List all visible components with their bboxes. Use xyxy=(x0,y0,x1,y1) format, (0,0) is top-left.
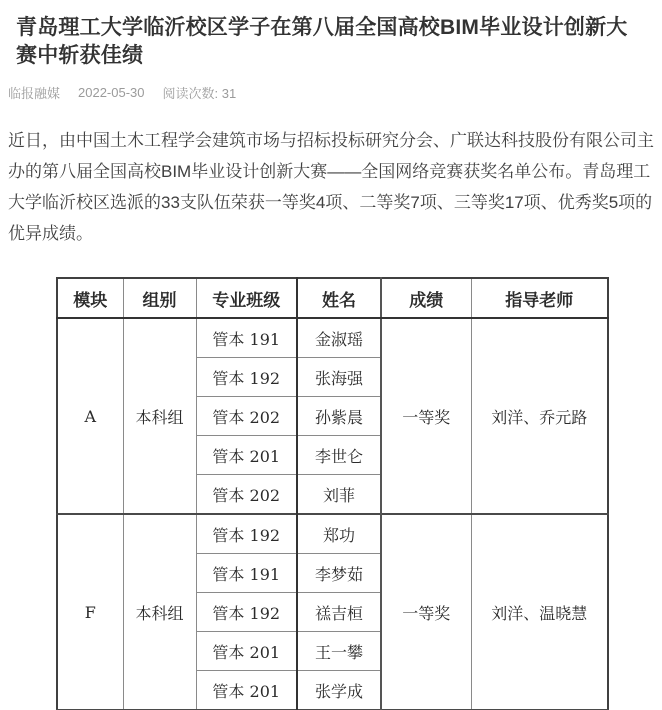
article-title: 青岛理工大学临沂校区学子在第八届全国高校BIM毕业设计创新大赛中斩获佳绩 xyxy=(16,16,628,67)
table-row xyxy=(57,318,608,358)
meta-views: 阅读次数: 31 xyxy=(162,86,237,101)
student-name-cell: 张学成 xyxy=(297,671,381,710)
class-cell: 管本 192 xyxy=(196,593,297,632)
table-header-row xyxy=(57,278,608,318)
student-name-cell: 李世仑 xyxy=(297,436,381,475)
class-cell: 管本 201 xyxy=(196,436,297,475)
advisors-cell: 刘洋、乔元路 xyxy=(471,318,608,514)
award-cell: 一等奖 xyxy=(381,318,471,514)
student-name-cell: 孙紫晨 xyxy=(297,397,381,436)
awards-table-body xyxy=(57,318,608,710)
column-header-1: 模块 xyxy=(57,278,123,318)
advisors-cell: 刘洋、温晓慧 xyxy=(471,514,608,710)
class-cell: 管本 201 xyxy=(196,632,297,671)
student-name-cell: 郑功 xyxy=(297,514,381,554)
student-name-cell: 王一攀 xyxy=(297,632,381,671)
article-paragraph: 近日，由中国土木工程学会建筑市场与招标投标研究分会、广联达科技股份有限公司主办的第八届全国高校BIM毕业设计创新大赛——全国网络竞赛获奖名单公布。青岛理工大学临沂校区选派的33支队伍荣获一等奖4项、二等奖7项、三等奖17项、优秀奖5项的优异成绩。 xyxy=(8,131,654,243)
class-cell: 管本 202 xyxy=(196,397,297,436)
table-row xyxy=(57,514,608,554)
meta-source: 临报融媒 xyxy=(8,86,61,101)
student-name-cell: 刘菲 xyxy=(297,475,381,515)
column-header-5: 成绩 xyxy=(381,278,471,318)
column-header-3: 专业班级 xyxy=(196,278,297,318)
column-header-4: 姓名 xyxy=(297,278,381,318)
student-name-cell: 禚吉桓 xyxy=(297,593,381,632)
class-cell: 管本 191 xyxy=(196,554,297,593)
article-meta xyxy=(8,83,654,102)
column-header-2: 组别 xyxy=(123,278,196,318)
class-cell: 管本 201 xyxy=(196,671,297,710)
meta-date: 2022-05-30 xyxy=(78,85,145,100)
column-header-6: 指导老师 xyxy=(471,278,608,318)
class-cell: 管本 192 xyxy=(196,358,297,397)
award-cell: 一等奖 xyxy=(381,514,471,710)
awards-table xyxy=(56,277,609,710)
class-cell: 管本 202 xyxy=(196,475,297,515)
student-name-cell: 张海强 xyxy=(297,358,381,397)
class-cell: 管本 192 xyxy=(196,514,297,554)
module-cell: A xyxy=(57,318,123,514)
student-name-cell: 李梦茹 xyxy=(297,554,381,593)
module-cell: F xyxy=(57,514,123,710)
student-name-cell: 金淑瑶 xyxy=(297,318,381,358)
group-cell: 本科组 xyxy=(123,514,196,710)
group-cell: 本科组 xyxy=(123,318,196,514)
class-cell: 管本 191 xyxy=(196,318,297,358)
